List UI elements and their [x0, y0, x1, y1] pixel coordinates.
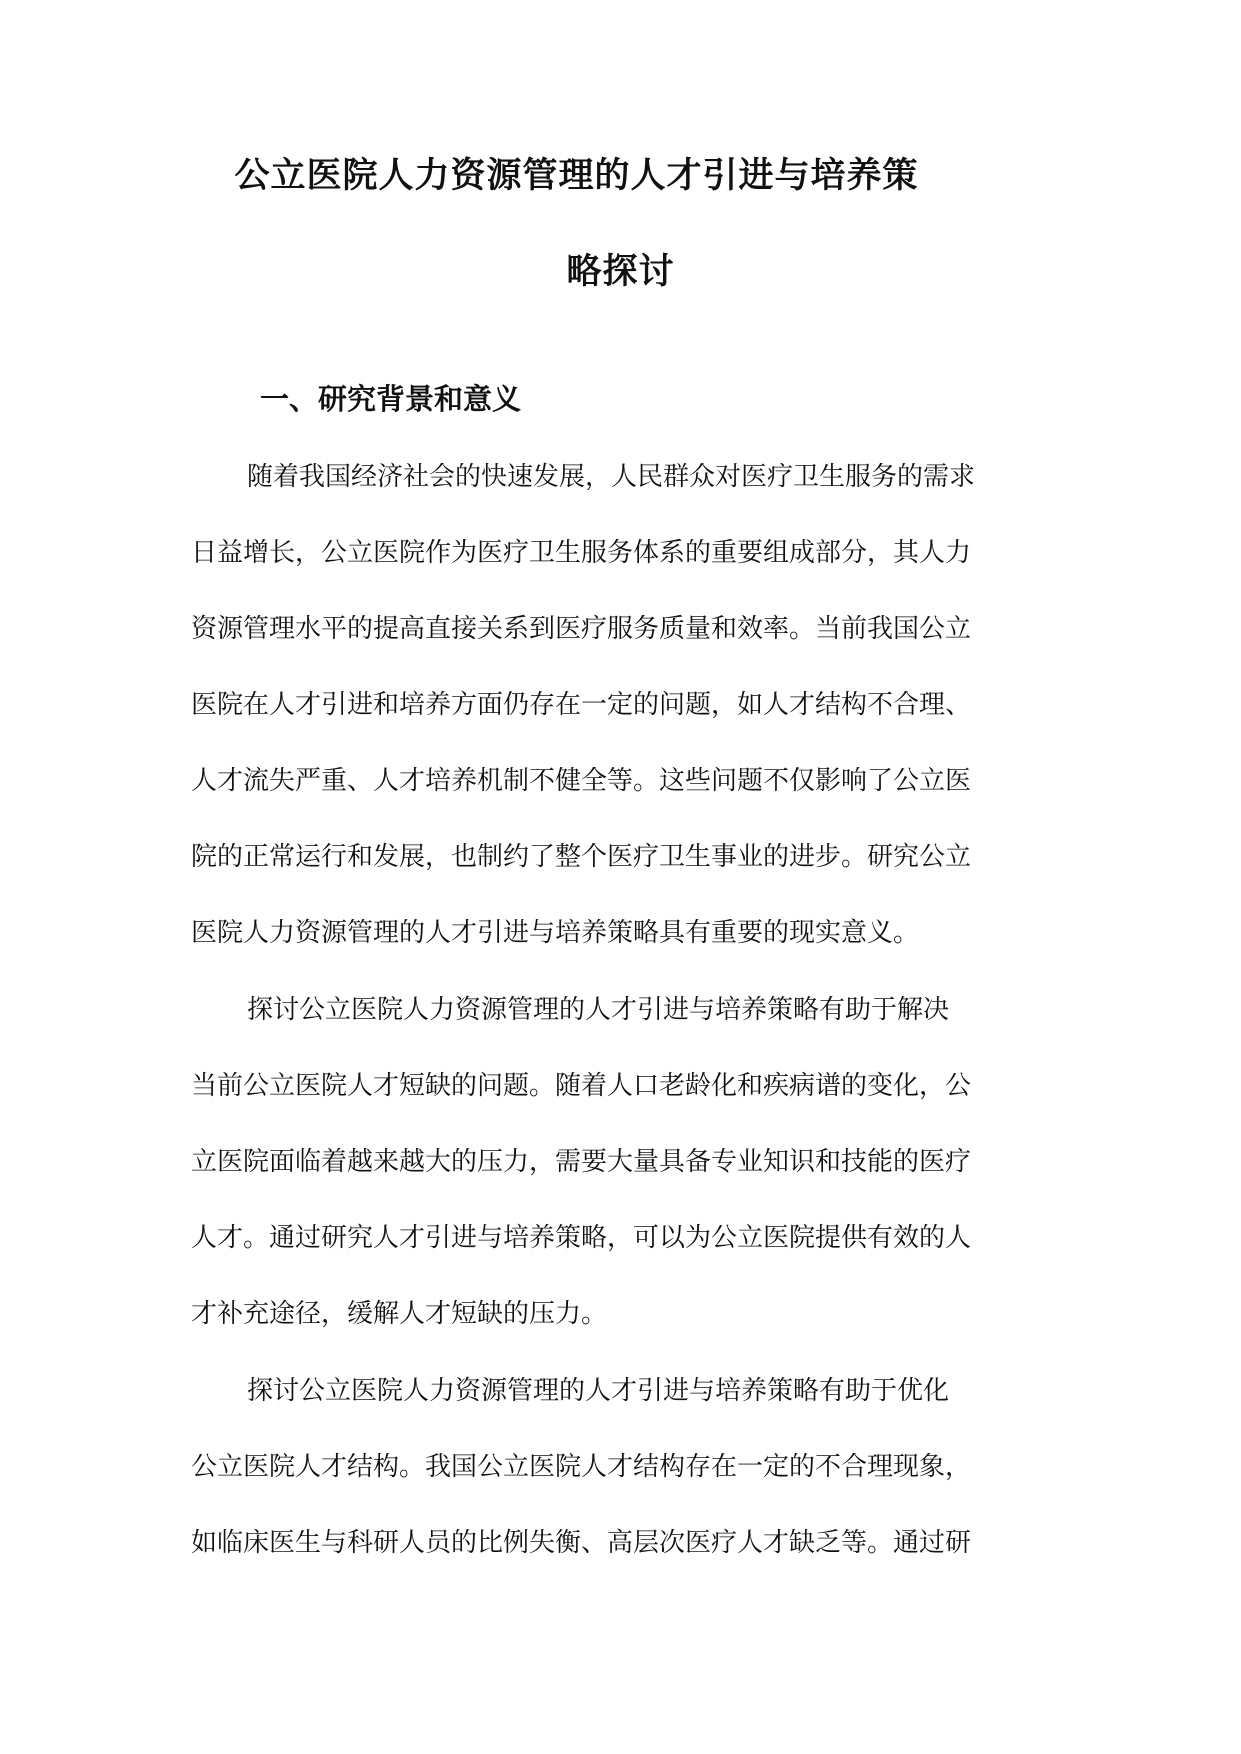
paragraph-1-line-3: 资源管理水平的提高直接关系到医疗服务质量和效率。当前我国公立	[191, 614, 972, 644]
section-heading: 一、研究背景和意义	[260, 382, 522, 416]
paragraph-1-line-6: 院的正常运行和发展，也制约了整个医疗卫生事业的进步。研究公立	[191, 842, 972, 872]
paragraph-3-line-3: 如临床医生与科研人员的比例失衡、高层次医疗人才缺乏等。通过研	[191, 1528, 972, 1558]
paragraph-2-line-5: 才补充途径，缓解人才短缺的压力。	[191, 1299, 608, 1329]
document-title-line-1: 公立医院人力资源管理的人才引进与培养策	[234, 156, 919, 196]
paragraph-2-line-1: 探讨公立医院人力资源管理的人才引进与培养策略有助于解决	[247, 995, 950, 1025]
paragraph-2-line-2: 当前公立医院人才短缺的问题。随着人口老龄化和疾病谱的变化，公	[191, 1071, 972, 1101]
paragraph-3-line-2: 公立医院人才结构。我国公立医院人才结构存在一定的不合理现象，	[191, 1452, 972, 1482]
paragraph-3-line-1: 探讨公立医院人力资源管理的人才引进与培养策略有助于优化	[247, 1376, 950, 1406]
paragraph-1-line-5: 人才流失严重、人才培养机制不健全等。这些问题不仅影响了公立医	[191, 766, 972, 796]
document-title-line-2: 略探讨	[566, 252, 675, 292]
paragraph-2-line-4: 人才。通过研究人才引进与培养策略，可以为公立医院提供有效的人	[191, 1223, 972, 1253]
paragraph-1-line-2: 日益增长，公立医院作为医疗卫生服务体系的重要组成部分，其人力	[191, 538, 972, 568]
paragraph-1-line-1: 随着我国经济社会的快速发展，人民群众对医疗卫生服务的需求	[247, 462, 976, 492]
paragraph-1-line-4: 医院在人才引进和培养方面仍存在一定的问题，如人才结构不合理、	[191, 690, 972, 720]
paragraph-1-line-7: 医院人力资源管理的人才引进与培养策略具有重要的现实意义。	[191, 918, 920, 948]
paragraph-2-line-3: 立医院面临着越来越大的压力，需要大量具备专业知识和技能的医疗	[191, 1147, 972, 1177]
